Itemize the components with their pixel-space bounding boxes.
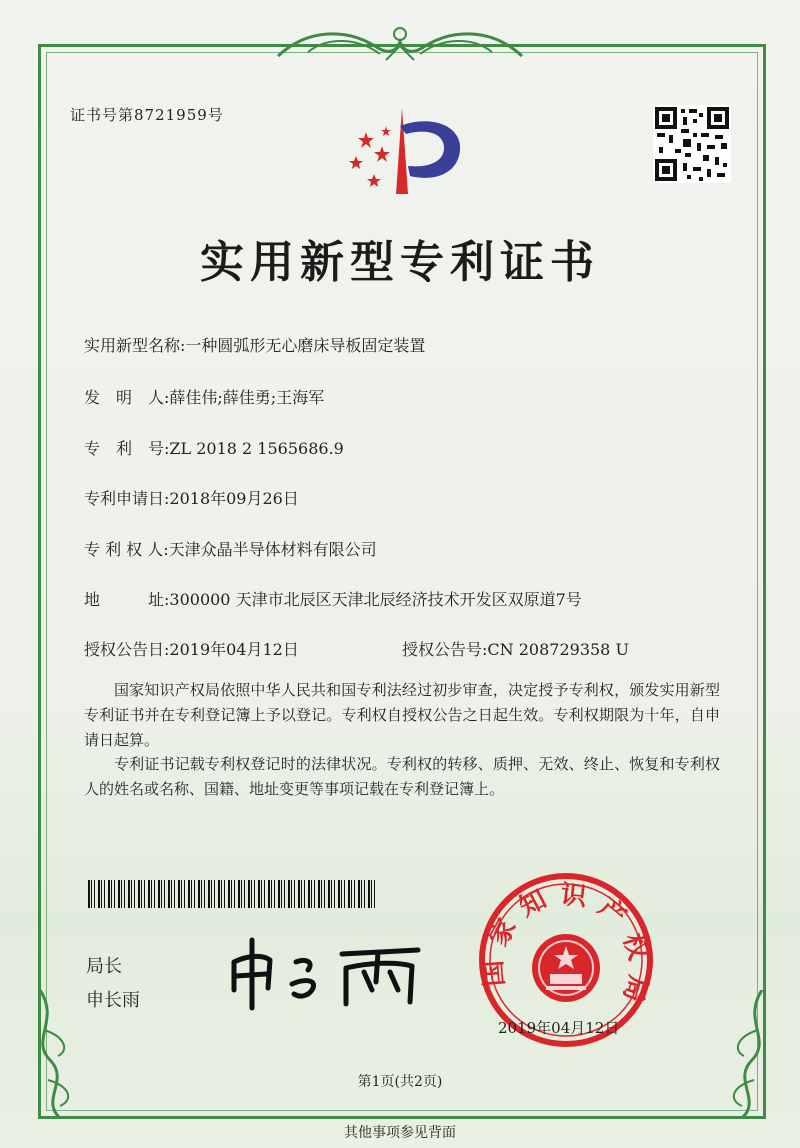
field-patent-number: [84, 436, 344, 459]
field-grant-date: [84, 637, 299, 660]
right-ornament-icon: [712, 990, 772, 1120]
field-label: 专 利 号:: [84, 439, 170, 458]
field-label: 实用新型名称:: [84, 336, 186, 355]
qr-code-icon: [653, 105, 731, 183]
field-label: 发 明 人:: [84, 388, 170, 407]
field-announcement-number: [402, 637, 629, 660]
field-label: 专利申请日:: [84, 489, 170, 508]
field-value: 薛佳伟;薛佳勇;王海军: [169, 388, 325, 407]
director-name: 申长雨: [86, 990, 140, 1011]
field-value: ZL 2018 2 1565686.9: [169, 439, 344, 458]
field-value: CN 208729358 U: [487, 640, 629, 659]
field-label: 专 利 权 人:: [84, 540, 169, 559]
footer-note: 其他事项参见背面: [344, 1125, 456, 1141]
certificate-number: 证书号第8721959号: [70, 106, 224, 124]
barcode-icon: [88, 880, 380, 908]
field-value: 2018年09月26日: [169, 489, 299, 508]
top-ornament-icon: [268, 22, 532, 66]
svg-text:国家知识产权局: 国家知识产权局: [478, 879, 654, 1006]
director-title: 局长: [86, 956, 122, 977]
field-patentee: [84, 537, 377, 560]
field-label: 地 址:: [84, 590, 170, 609]
paragraph-legal-status: 专利证书记载专利权登记时的法律状况。专利权的转移、质押、无效、终止、恢复和专利权人的姓名或名称、国籍、地址变更等事项记载在专利登记簿上。: [84, 755, 720, 798]
field-utility-model-name: [84, 333, 425, 356]
patent-office-emblem-icon: [336, 104, 470, 202]
field-inventors: [84, 385, 324, 408]
paragraph-grant-statement: 国家知识产权局依照中华人民共和国专利法经过初步审查，决定授予专利权，颁发实用新型专利证书并在专利登记簿上予以登记。专利权自授权公告之日起生效。专利权期限为十年，自申请日起算。: [84, 681, 720, 749]
director-signature-icon: [222, 932, 432, 1012]
field-value: 天津众晶半导体材料有限公司: [168, 540, 377, 559]
field-address: [84, 587, 582, 610]
field-value: 2019年04月12日: [169, 640, 299, 659]
field-application-date: [84, 486, 299, 509]
left-ornament-icon: [30, 990, 90, 1120]
certificate-title: 实用新型专利证书: [200, 237, 600, 288]
seal-date: 2019年04月12日: [498, 1019, 620, 1037]
page-number: 第1页(共2页): [357, 1074, 443, 1090]
field-value: 一种圆弧形无心磨床导板固定装置: [185, 336, 426, 355]
field-value: 300000 天津市北辰区天津北辰经济技术开发区双原道7号: [169, 590, 582, 609]
field-label: 授权公告日:: [84, 640, 170, 659]
field-label: 授权公告号:: [402, 640, 488, 659]
